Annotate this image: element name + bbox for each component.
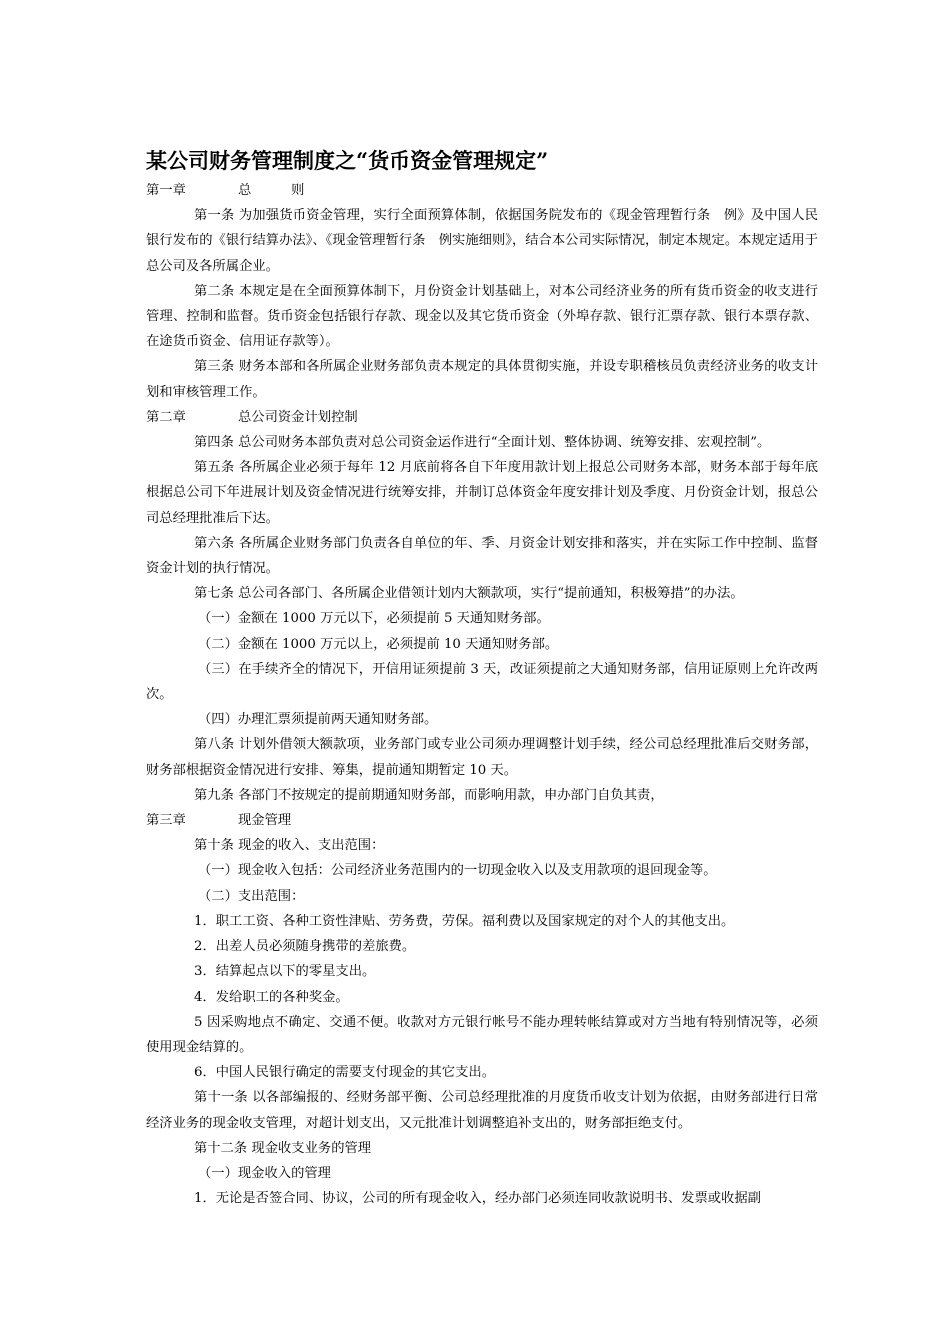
paragraph: 第十二条 现金收支业务的管理 [194, 1140, 372, 1156]
document-title: 某公司财务管理制度之“货币资金管理规定” [146, 148, 549, 173]
paragraph: 3．结算起点以下的零星支出。 [194, 964, 376, 980]
paragraph: （一）现金收入的管理 [198, 1165, 331, 1181]
chapter-number: 第一章 [146, 183, 186, 198]
paragraph: （二）支出范围： [198, 888, 305, 904]
paragraph: 1．无论是否签合同、协议，公司的所有现金收入，经办部门必须连同收款说明书、发票或收据副 [194, 1191, 761, 1207]
paragraph: （二）金额在 1000 万元以上，必须提前 10 天通知财务部。 [198, 636, 559, 652]
paragraph: 第十条 现金的收入、支出范围： [194, 838, 385, 854]
paragraph: 第二条 本规定是在全面预算体制下，月份资金计划基础上，对本公司经济业务的所有货币资金的收支进行管理、控制和监督。货币资金包括银行存款、现金以及其它货币资金（外埠存款、银行汇票存款、银行本票存款、在途货币资金、信用证存款等）。 [146, 283, 818, 350]
paragraph: 第一条 为加强货币资金管理，实行全面预算体制，依据国务院发布的《现金管理暂行条 例》及中国人民银行发布的《银行结算办法》、《现金管理暂行条 例实施细则》，结合本公司实际情况，制定本规定。本规定适用于总公司及各所属企业。 [146, 208, 818, 274]
paragraph: 第六条 各所属企业财务部门负责各自单位的年、季、月资金计划安排和落实，并在实际工作中控制、监督资金计划的执行情况。 [146, 535, 818, 577]
paragraph: 5 因采购地点不确定、交通不便。收款对方元银行帐号不能办理转帐结算或对方当地有特别情况等，必须使用现金结算的。 [146, 1014, 818, 1055]
chapter-heading [146, 178, 818, 203]
paragraph: 第七条 总公司各部门、各所属企业借领计划内大额款项，实行“提前通知，积极筹措”的办法。 [194, 586, 744, 602]
paragraph: （四）办理汇票须提前两天通知财务部。 [198, 712, 438, 728]
paragraph: 2．出差人员必须随身携带的差旅费。 [194, 939, 416, 955]
chapter-heading [146, 405, 818, 430]
chapter-number: 第三章 [146, 813, 186, 829]
chapter-heading [146, 808, 818, 833]
chapter-title: 总公司资金计划控制 [238, 409, 358, 425]
chapter-title: 总 则 [238, 183, 305, 198]
paragraph: 6．中国人民银行确定的需要支付现金的其它支出。 [194, 1065, 495, 1081]
paragraph: 第四条 总公司财务本部负责对总公司资金运作进行“全面计划、整体协调、统筹安排、宏观控制”。 [194, 435, 771, 451]
paragraph: 1．职工工资、各种工资性津贴、劳务费，劳保。福利费以及国家规定的对个人的其他支出。 [194, 913, 735, 929]
paragraph: 第五条 各所属企业必须于每年 12 月底前将各自下年度用款计划上报总公司财务本部，财务本部于每年底根据总公司下年进展计划及资金情况进行统筹安排，并制订总体资金年度安排计划及季度、月份资金计划，报总公司总经理批准后下达。 [146, 460, 818, 526]
chapter-title: 现金管理 [238, 813, 292, 829]
chapter-number: 第二章 [146, 409, 186, 425]
paragraph: （三）在手续齐全的情况下，开信用证须提前 3 天，改证须提前之大通知财务部，信用证原则上允许改两次。 [146, 661, 818, 703]
paragraph: 第九条 各部门不按规定的提前期通知财务部，而影响用款，申办部门自负其责， [194, 787, 664, 803]
paragraph: （一）现金收入包括：公司经济业务范围内的一切现金收入以及支用款项的退回现金等。 [198, 863, 717, 879]
paragraph: 第三条 财务本部和各所属企业财务部负责本规定的具体贯彻实施，并设专职稽核员负责经济业务的收支计划和审核管理工作。 [146, 359, 818, 400]
paragraph: （一）金额在 1000 万元以下，必须提前 5 天通知财务部。 [198, 611, 550, 627]
paragraph: 4．发给职工的各种奖金。 [194, 989, 349, 1005]
paragraph: 第八条 计划外借领大额款项，业务部门或专业公司须办理调整计划手续，经公司总经理批准后交财务部，财务部根据资金情况进行安排、筹集，提前通知期暂定 10 天。 [146, 737, 818, 778]
paragraph: 第十一条 以各部编报的、经财务部平衡、公司总经理批准的月度货币收支计划为依据，由财务部进行日常经济业务的现金收支管理，对超计划支出，又元批准计划调整追补支出的，财务部拒绝支付。 [146, 1090, 818, 1131]
document-body [146, 178, 818, 1211]
